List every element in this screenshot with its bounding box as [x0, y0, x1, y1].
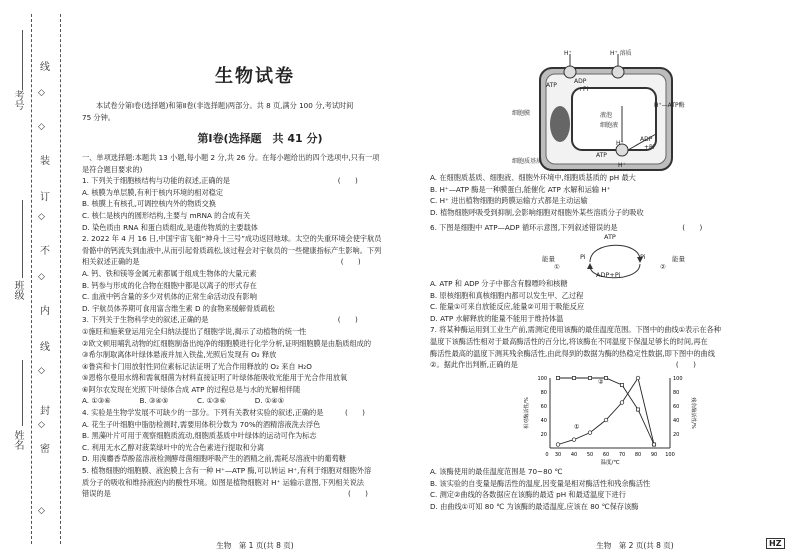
series-label: ② [598, 378, 604, 386]
question-line: 是符合题目要求的) [82, 164, 143, 174]
question-line: C. 利用无水乙醇对菠菜绿叶中的光合色素进行提取和分离 [82, 442, 265, 452]
question-line: A. 核膜为单层膜,有利于核内环境的相对稳定 [82, 187, 224, 197]
question-line: D. 宇航员体养期可食用富含维生素 D 的食物来缓解骨质疏松 [82, 303, 275, 313]
diamond-mark: ◇ [38, 212, 45, 222]
data-point [556, 443, 560, 447]
question-line: 1. 下列关于细胞核结构与功能的叙述,正确的是 ( ) [82, 176, 358, 186]
name-label: 姓名 [12, 430, 23, 450]
cycle-label: Pi [580, 253, 586, 261]
diagram-label: 液泡 [600, 112, 613, 119]
data-point [556, 376, 559, 379]
section-heading: 第Ⅰ卷(选择题 共 41 分) [197, 132, 323, 145]
question-line: ④鲁宾和卡门用放射性同位素标记法证明了光合作用释放的 O₂ 来自 H₂O [82, 361, 312, 371]
question-line: B. 黑藻叶片可用于观察细胞质流动,细胞质基质中叶绿体的运动可作为标志 [82, 431, 317, 441]
diagram-label: 细胞质基质 [512, 158, 543, 165]
question-line: 温度下该酶活性相对于最高酶活性的百分比,将该酶在不同温度下保温足够长的时间,再在 [430, 336, 708, 346]
question-line: ⑤恩格尔曼用水绵和需氧细菌为材料直接证明了叶绿体能吸收光能用于光合作用放氧 [82, 373, 348, 383]
y2-axis-label: 残余酶活性/% [690, 397, 696, 429]
x-axis-label: 温度/℃ [600, 460, 620, 466]
question-line: C. 血液中钙含量的多少对机体的正常生命活动没有影响 [82, 292, 257, 302]
question-line: A. 花生子叶细胞中脂肪检测时,需要用体积分数为 70%的酒精溶液洗去浮色 [82, 419, 321, 429]
data-point [604, 418, 608, 422]
question-line: D. 染色质由 RNA 和蛋白质组成,是遗传物质的主要载体 [82, 222, 258, 232]
y-axis-label: 相对酶活性/% [524, 397, 530, 429]
binding-char: 封 [40, 406, 50, 417]
dashed-line [31, 14, 32, 544]
data-point [572, 376, 575, 379]
question-line: A. 钙、铁和镁等金属元素都属于组成生物体的大量元素 [82, 268, 257, 278]
y2-tick-label: 20 [673, 432, 680, 438]
question-line: 4. 实验是生物学发展不可缺少的一部分。下列有关教材实验的叙述,正确的是 ( ) [82, 408, 365, 418]
diamond-mark: ◇ [38, 88, 45, 98]
question-line: ③希尔制取离体叶绿体悬液并加入铁盐,光照后发现有 O₂ 释放 [82, 350, 277, 360]
diagram-label: H⁺ [616, 140, 624, 147]
option-line: D. ATP 水解释放的能量不能用于维持体温 [430, 313, 564, 323]
cycle-label: ② [660, 263, 666, 271]
nucleus [550, 106, 570, 142]
question-line: 一、单项选择题:本题共 13 小题,每小题 2 分,共 26 分。在每小题给出的四个选项中,只有一项 [82, 153, 380, 162]
q5-options [430, 172, 770, 234]
diagram-label: H⁺—ATP酶 [654, 102, 685, 109]
class-underline [22, 200, 23, 278]
diamond-mark: ◇ [38, 366, 45, 376]
y2-tick-label: 80 [673, 390, 680, 396]
intro-line: 本试卷分第Ⅰ卷(选择题)和第Ⅱ卷(非选择题)两部分。共 8 页,满分 100 分,考试时间 [96, 101, 354, 110]
exam-code-badge: HZ [766, 538, 785, 549]
x-tick-label: 40 [570, 452, 578, 458]
cycle-label: Pi [640, 253, 646, 261]
diagram-label: +Pi [578, 86, 589, 93]
data-point [620, 383, 623, 386]
question-block [82, 152, 412, 500]
x-tick-label: 70 [618, 452, 626, 458]
cycle-label: 能量 [542, 255, 555, 263]
option-line: A. ATP 和 ADP 分子中都含有腺嘌呤和核糖 [430, 279, 568, 288]
y-tick-label: 40 [540, 418, 547, 424]
y2-tick-label: 100 [673, 376, 683, 382]
question-line: 6. 下图是细胞中 ATP—ADP 循环示意图,下列叙述错误的是 ( ) [430, 223, 703, 233]
question-line: 相关叙述正确的是 ( ) [82, 257, 361, 267]
enzyme-activity-chart [520, 370, 700, 466]
diagram-label: ADP [574, 78, 587, 85]
diagram-label: H⁺ [564, 50, 572, 57]
diagram-label: +Pi [644, 144, 655, 151]
x-tick-label: 80 [634, 452, 642, 458]
class-label: 班级 [12, 280, 23, 300]
question-line: B. 核膜上有核孔,可调控核内外的物质交换 [82, 199, 216, 209]
question-line: 错误的是 ( ) [82, 489, 368, 499]
id-underline [22, 30, 23, 90]
option-line: C. 测定②曲线的各数据应在该酶的最适 pH 和最适温度下进行 [430, 490, 626, 500]
x-tick-label: 0 [545, 452, 549, 458]
diamond-mark: ◇ [38, 506, 45, 516]
y-tick-label: 60 [540, 404, 547, 410]
y-tick-label: 100 [537, 376, 547, 382]
cycle-label: 能量 [672, 255, 685, 263]
transporter-top [612, 66, 624, 78]
option-line: A. 该酶使用的最佳温度范围是 70~80 ℃ [430, 467, 563, 476]
exam-id-label: 考号 [12, 90, 23, 110]
data-point [636, 408, 639, 411]
question-line: 3. 下列关于生物科学史的叙述,正确的是 ( ) [82, 315, 358, 325]
diagram-label: ADP [640, 136, 653, 143]
diagram-label: ATP [546, 82, 557, 89]
option-line: C. 能量①可来自放能反应,能量②可用于吸能反应 [430, 302, 585, 312]
question-line: C. 核仁是核内的圆形结构,主要与 mRNA 的合成有关 [82, 210, 251, 220]
x-tick-label: 100 [665, 452, 675, 458]
option-line: B. H⁺—ATP 酶是一种膜蛋白,能催化 ATP 水解和运输 H⁺ [430, 184, 611, 194]
data-point [588, 431, 592, 435]
x-tick-label: 90 [650, 452, 658, 458]
q7-options [430, 466, 775, 512]
question-line: 7. 将某种酶运用到工业生产前,需测定使用该酶的最佳温度范围。下图中的曲线①表示在各种 [430, 325, 721, 335]
cycle-label: ATP [604, 233, 616, 241]
data-point [620, 401, 624, 405]
y2-tick-label: 60 [673, 404, 680, 410]
question-line: ①施旺和施莱登运用完全归纳法提出了细胞学说,揭示了动植物的统一性 [82, 326, 307, 336]
data-point [652, 443, 655, 446]
question-line: A. ①③⑥ B. ③④⑤ C. ①③⑥ D. ①④⑤ [82, 396, 285, 406]
exam-title: 生物试卷 [215, 66, 295, 87]
intro-line: 75 分钟。 [82, 113, 115, 122]
page-footer: 生物 第 1 页(共 8 页) [216, 541, 294, 550]
x-tick-label: 50 [586, 452, 594, 458]
data-point [604, 376, 607, 379]
diagram-label: 细胞膜 [512, 110, 531, 117]
option-line: D. 由曲线①可知 80 ℃ 为该酶的最适温度,应该在 80 ℃保存该酶 [430, 501, 639, 511]
cycle-label: ① [554, 263, 560, 271]
question-line: D. 用溴麝香草酚蓝溶液检测酵母菌细胞呼吸产生的酒精之前,需耗尽溶液中的葡萄糖 [82, 454, 346, 464]
question-line: ②欧文顿用哺乳动物的红细胞制备出纯净的细胞膜进行化学分析,证明细胞膜是由脂质组成的 [82, 338, 372, 348]
question-line: ⑥阿尔农发现在光照下叶绿体合成 ATP 的过程总是与水的光解相伴随 [82, 384, 301, 394]
y-tick-label: 20 [540, 432, 547, 438]
question-line: 2. 2022 年 4 月 16 日,中国宇宙飞船“神舟十三号”成功返回地球。太空的失重环境会使宇航员 [82, 234, 382, 244]
question-line: 骨骼中的钙流失到血液中,从而引起骨质疏松,该过程会对宇航员的一些健康指标产生影响。下列 [82, 245, 382, 255]
x-tick-label: 60 [602, 452, 610, 458]
page-footer: 生物 第 2 页(共 8 页) [596, 541, 674, 550]
diagram-label: H⁺ [618, 162, 626, 169]
question-line: 质分子的吸收和维持液泡内的酸性环境。如图是植物细胞对 H⁺ 运输示意图,下列相关说法 [82, 477, 364, 487]
diamond-mark: ◇ [38, 420, 45, 430]
data-point [636, 376, 640, 380]
cycle-label: ADP+Pi [596, 271, 621, 279]
binding-char: 订 [40, 192, 50, 203]
q6-q7-block [430, 278, 775, 371]
option-line: B. 该实验的自变量是酶活性的温度,因变量是相对酶活性和残余酶活性 [430, 478, 651, 488]
binding-char: 线 [40, 342, 50, 353]
binding-char: 内 [40, 306, 50, 317]
question-line: 5. 植物细胞的细胞膜、液泡膜上含有一种 H⁺—ATP 酶,可以转运 H⁺,有利于细胞对细胞外溶 [82, 466, 372, 476]
data-point [588, 376, 591, 379]
question-line: B. 钙参与形成的化合物在细胞中都是以离子的形式存在 [82, 280, 257, 290]
binding-char: 线 [40, 62, 50, 73]
series-label: ① [574, 423, 580, 431]
binding-char: 不 [40, 246, 50, 257]
data-point [572, 438, 576, 442]
x-tick-label: 30 [554, 452, 562, 458]
diagram-label: 细胞液 [600, 122, 619, 129]
binding-char: 装 [40, 156, 50, 167]
question-line: 酶活性最高的温度下测其残余酶活性,由此得到的数据为酶的热稳定性数据,即下图中的曲线 [430, 348, 715, 358]
diamond-mark: ◇ [38, 122, 45, 132]
option-line: B. 原核细胞和真核细胞内都可以发生甲、乙过程 [430, 290, 584, 300]
option-line: C. H⁺ 进出植物细胞的跨膜运输方式都是主动运输 [430, 196, 588, 206]
option-line: A. 在细胞质基质、细胞液、细胞外环境中,细胞质基质的 pH 最大 [430, 173, 636, 182]
y-tick-label: 80 [540, 390, 547, 396]
name-underline [22, 360, 23, 426]
y2-tick-label: 40 [673, 418, 680, 424]
diagram-label: ATP [596, 152, 607, 159]
question-line: ②。据此作出判断,正确的是 ( ) [430, 360, 696, 370]
diamond-mark: ◇ [38, 272, 45, 282]
diagram-label: H⁺ 溶质 [610, 50, 632, 57]
binding-char: 密 [40, 444, 50, 455]
dashed-line [60, 14, 61, 544]
option-line: D. 植物细胞呼吸受到抑制,会影响细胞对细胞外某些溶质分子的吸收 [430, 207, 644, 217]
